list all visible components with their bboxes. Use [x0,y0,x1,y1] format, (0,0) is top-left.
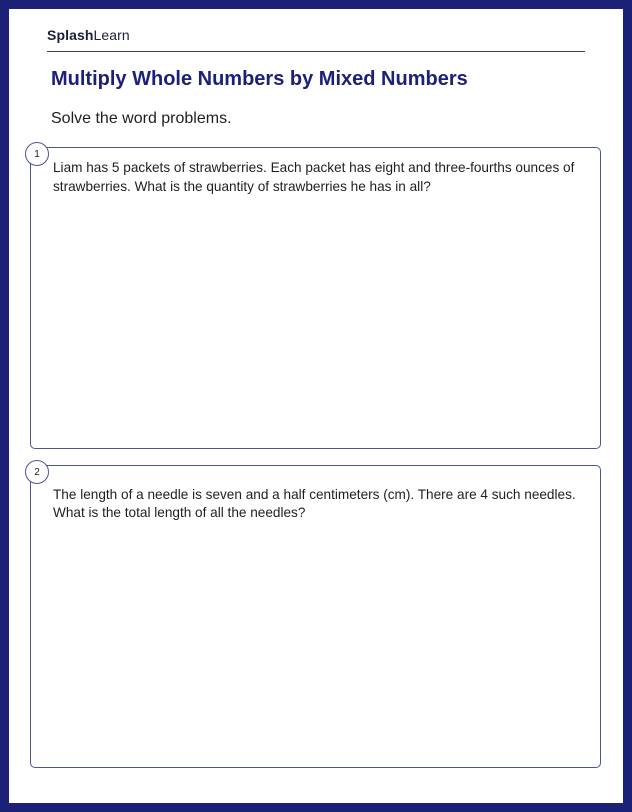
brand-name-light: Learn [93,27,130,43]
brand-logo [47,27,130,43]
problem-text: The length of a needle is seven and a half centimeters (cm). There are 4 such needles. What is the total length of all the needles? [53,487,576,520]
worksheet-instruction: Solve the word problems. [51,110,232,127]
brand-name-bold: Splash [47,27,94,43]
problem-text: Liam has 5 packets of strawberries. Each packet has eight and three-fourths ounces of strawberries. What is the quantity of strawberries he has in all? [53,160,575,194]
header-divider [47,51,585,52]
problem-number-badge: 1 [25,142,49,166]
worksheet-title: Multiply Whole Numbers by Mixed Numbers [51,68,468,90]
problem-number-badge: 2 [25,460,49,484]
worksheet-page [9,9,623,803]
problem-box-1[interactable] [30,147,601,449]
problem-box-2[interactable] [30,465,601,768]
